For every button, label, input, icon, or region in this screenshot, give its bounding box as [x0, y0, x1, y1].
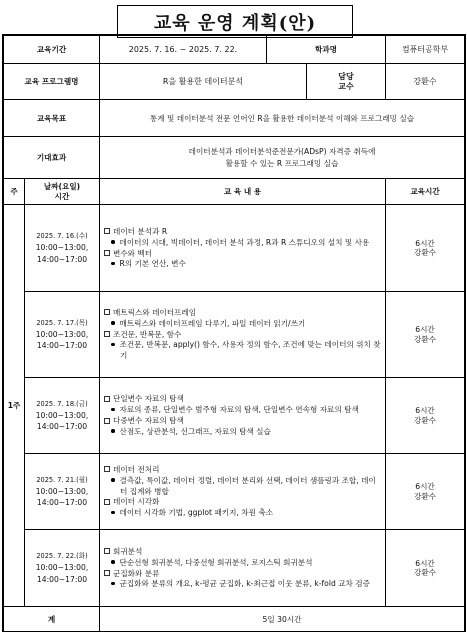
- professor-label: [307, 64, 386, 100]
- page-title: 교육 운영 계획(안): [117, 5, 353, 38]
- week-cell: 1주: [4, 205, 25, 607]
- effect-line-1: 데이터분석과 데이터분석준전문가(ADsP) 자격증 취득에: [188, 147, 376, 157]
- hours-value: 6시간: [415, 406, 435, 416]
- bullet-icon: [111, 262, 115, 266]
- topic-text: 조건문, 반복문, apply() 함수, 사용자 정의 함수, 조건에 맞는 데이터의 위치 찾기: [119, 340, 381, 361]
- schedule-row: [4, 530, 465, 607]
- topic-bullet: [103, 476, 382, 498]
- time-value-1: 10:00~13:00,: [35, 563, 89, 573]
- content-cell: [100, 530, 386, 607]
- checkbox-icon: [104, 250, 110, 256]
- date-cell: [25, 205, 100, 292]
- topic-text: 조건문, 반복문, 함수: [113, 329, 182, 339]
- checkbox-icon: [104, 418, 110, 424]
- topic-text: 회귀분석: [113, 546, 143, 556]
- topic-bullet: [103, 579, 382, 590]
- bullet-icon: [111, 429, 115, 433]
- topic-text: 결측값, 특이값, 데이터 정렬, 데이터 분리와 선택, 데이터 샘플링과 조합, 데이터 집계와 병합: [119, 475, 376, 496]
- topic-text: 다중변수 자료의 탐색: [113, 416, 184, 425]
- checkbox-icon: [104, 548, 110, 554]
- hours-cell: [386, 205, 465, 292]
- schedule-row: [4, 205, 465, 292]
- hours-header: 교육시간: [386, 179, 465, 205]
- time-value-1: 10:00~13:00,: [35, 410, 89, 420]
- topic-bullet: [103, 340, 382, 362]
- schedule-header-row: [4, 179, 465, 205]
- topic-heading: [103, 547, 382, 558]
- bullet-icon: [111, 511, 115, 515]
- hours-cell: [386, 292, 465, 378]
- time-value-1: 10:00~13:00,: [35, 329, 89, 339]
- topic-heading: [103, 308, 382, 319]
- content-cell: [100, 292, 386, 378]
- program-value: R을 활용한 데이터분석: [100, 64, 307, 100]
- hours-cell: [386, 378, 465, 454]
- content-cell: [100, 454, 386, 530]
- effect-label: 기대효과: [4, 137, 100, 179]
- dept-value: 컴퓨터공학부: [386, 36, 465, 64]
- topic-text: 단순선형 회귀분석, 다중선형 회귀분석, 로지스틱 회귀분석: [119, 557, 313, 567]
- effect-row: [4, 137, 465, 179]
- week-header: 주: [4, 179, 25, 205]
- hours-value: 6시간: [415, 238, 435, 248]
- topic-heading: [103, 416, 382, 427]
- time-value-2: 14:00~17:00: [36, 422, 88, 432]
- bullet-icon: [111, 560, 115, 564]
- date-header: [25, 179, 100, 205]
- topic-text: 단일변수 자료의 탐색: [113, 394, 184, 404]
- goal-label: 교육목표: [4, 100, 100, 137]
- topic-bullet: [103, 405, 382, 416]
- topic-text: 데이터 분석과 R: [113, 226, 168, 236]
- bullet-icon: [111, 343, 115, 347]
- checkbox-icon: [104, 499, 110, 505]
- topic-bullet: [103, 259, 382, 270]
- checkbox-icon: [104, 466, 110, 472]
- teacher-value: 강환수: [414, 248, 437, 257]
- teacher-value: 강환수: [414, 491, 437, 501]
- date-header-line1: 날짜(요일): [43, 182, 81, 192]
- hours-value: 6시간: [415, 482, 435, 492]
- topic-text: 매트릭스와 데이터프레임 다루기, 파일 데이터 읽기/쓰기: [119, 318, 306, 328]
- bullet-icon: [111, 408, 115, 412]
- date-cell: [25, 530, 100, 607]
- period-label: 교육기간: [4, 36, 100, 64]
- schedule-row: [4, 378, 465, 454]
- topic-text: 자료의 종류, 단일변수 범주형 자료의 탐색, 단일변수 연속형 자료의 탐색: [119, 405, 359, 415]
- topic-heading: [103, 465, 382, 476]
- topic-text: 변수와 벡터: [113, 248, 153, 258]
- topic-heading: [103, 227, 382, 238]
- professor-value: 강환수: [386, 64, 465, 100]
- checkbox-icon: [104, 228, 110, 234]
- date-value: 2025. 7. 17.(목): [36, 318, 88, 327]
- education-plan-table: [3, 35, 465, 632]
- topic-bullet: [103, 508, 382, 519]
- topic-text: 데이터 전처리: [113, 464, 160, 474]
- bullet-icon: [111, 321, 115, 325]
- checkbox-icon: [104, 309, 110, 315]
- hours-cell: [386, 454, 465, 530]
- program-label: 교육 프로그램명: [4, 64, 100, 100]
- hours-value: 6시간: [415, 325, 435, 335]
- date-cell: [25, 378, 100, 454]
- time-value-2: 14:00~17:00: [36, 574, 88, 584]
- topic-heading: [103, 497, 382, 508]
- effect-value: [100, 137, 465, 179]
- hours-cell: [386, 530, 465, 607]
- time-value-1: 10:00~13:00,: [35, 243, 89, 253]
- bullet-icon: [111, 478, 115, 482]
- topic-bullet: [103, 427, 382, 438]
- teacher-value: 강환수: [414, 415, 437, 425]
- professor-label-line1: 담당: [338, 71, 354, 81]
- topic-heading: [103, 330, 382, 341]
- time-value-2: 14:00~17:00: [36, 254, 88, 264]
- time-value-1: 10:00~13:00,: [35, 486, 89, 496]
- period-row: [4, 36, 465, 64]
- date-value: 2025. 7. 16.(수): [36, 232, 88, 241]
- topic-heading: [103, 569, 382, 580]
- topic-bullet: [103, 319, 382, 330]
- bullet-icon: [111, 240, 115, 244]
- professor-label-line2: 교수: [338, 81, 354, 91]
- checkbox-icon: [104, 570, 110, 576]
- schedule-row: [4, 454, 465, 530]
- teacher-value: 강환수: [414, 334, 437, 344]
- date-value: 2025. 7. 21.(월): [36, 475, 88, 484]
- total-row: [4, 607, 465, 632]
- time-value-2: 14:00~17:00: [36, 498, 88, 508]
- total-label: 계: [4, 607, 100, 632]
- bullet-icon: [111, 582, 115, 586]
- content-header: 교 육 내 용: [100, 179, 386, 205]
- content-cell: [100, 378, 386, 454]
- time-value-2: 14:00~17:00: [36, 341, 88, 351]
- topic-text: R의 기본 연산, 변수: [119, 259, 186, 269]
- hours-value: 6시간: [415, 558, 435, 568]
- checkbox-icon: [104, 331, 110, 337]
- topic-text: 군집화와 분류의 개요, k-평균 군집화, k-최근접 이웃 분류, k-fold 교차 검증: [119, 579, 370, 589]
- date-header-line2: 시간: [54, 191, 70, 201]
- topic-text: 데이터 시각화: [113, 497, 160, 507]
- topic-text: 데이터의 시대, 빅데이터, 데이터 분석 과정, R과 R 스튜디오의 설치 및 사용: [119, 237, 370, 247]
- goal-row: [4, 100, 465, 137]
- topic-text: 데이터 시각화 기법, ggplot 패키지, 차원 축소: [119, 508, 274, 518]
- total-value: 5일 30시간: [100, 607, 465, 632]
- date-cell: [25, 454, 100, 530]
- topic-heading: [103, 394, 382, 405]
- topic-bullet: [103, 238, 382, 249]
- dept-label: 학과명: [267, 36, 386, 64]
- goal-value: 통계 및 데이터분석 전문 언어인 R을 활용한 데이터분석 이해와 프로그래밍 실습: [100, 100, 465, 137]
- topic-text: 산점도, 상관분석, 선그래프, 자료의 탐색 실습: [119, 426, 271, 436]
- date-value: 2025. 7. 22.(화): [36, 552, 88, 561]
- date-value: 2025. 7. 18.(금): [36, 399, 88, 408]
- teacher-value: 강환수: [414, 568, 437, 577]
- checkbox-icon: [104, 396, 110, 402]
- topic-text: 매트릭스와 데이터프레임: [113, 307, 197, 317]
- program-row: [4, 64, 465, 100]
- topic-bullet: [103, 558, 382, 569]
- topic-heading: [103, 249, 382, 260]
- topic-text: 군집화와 분류: [113, 568, 160, 578]
- effect-line-2: 활용할 수 있는 R 프로그래밍 실습: [225, 158, 339, 168]
- date-cell: [25, 292, 100, 378]
- schedule-row: [4, 292, 465, 378]
- content-cell: [100, 205, 386, 292]
- period-value: 2025. 7. 16. ~ 2025. 7. 22.: [100, 36, 267, 64]
